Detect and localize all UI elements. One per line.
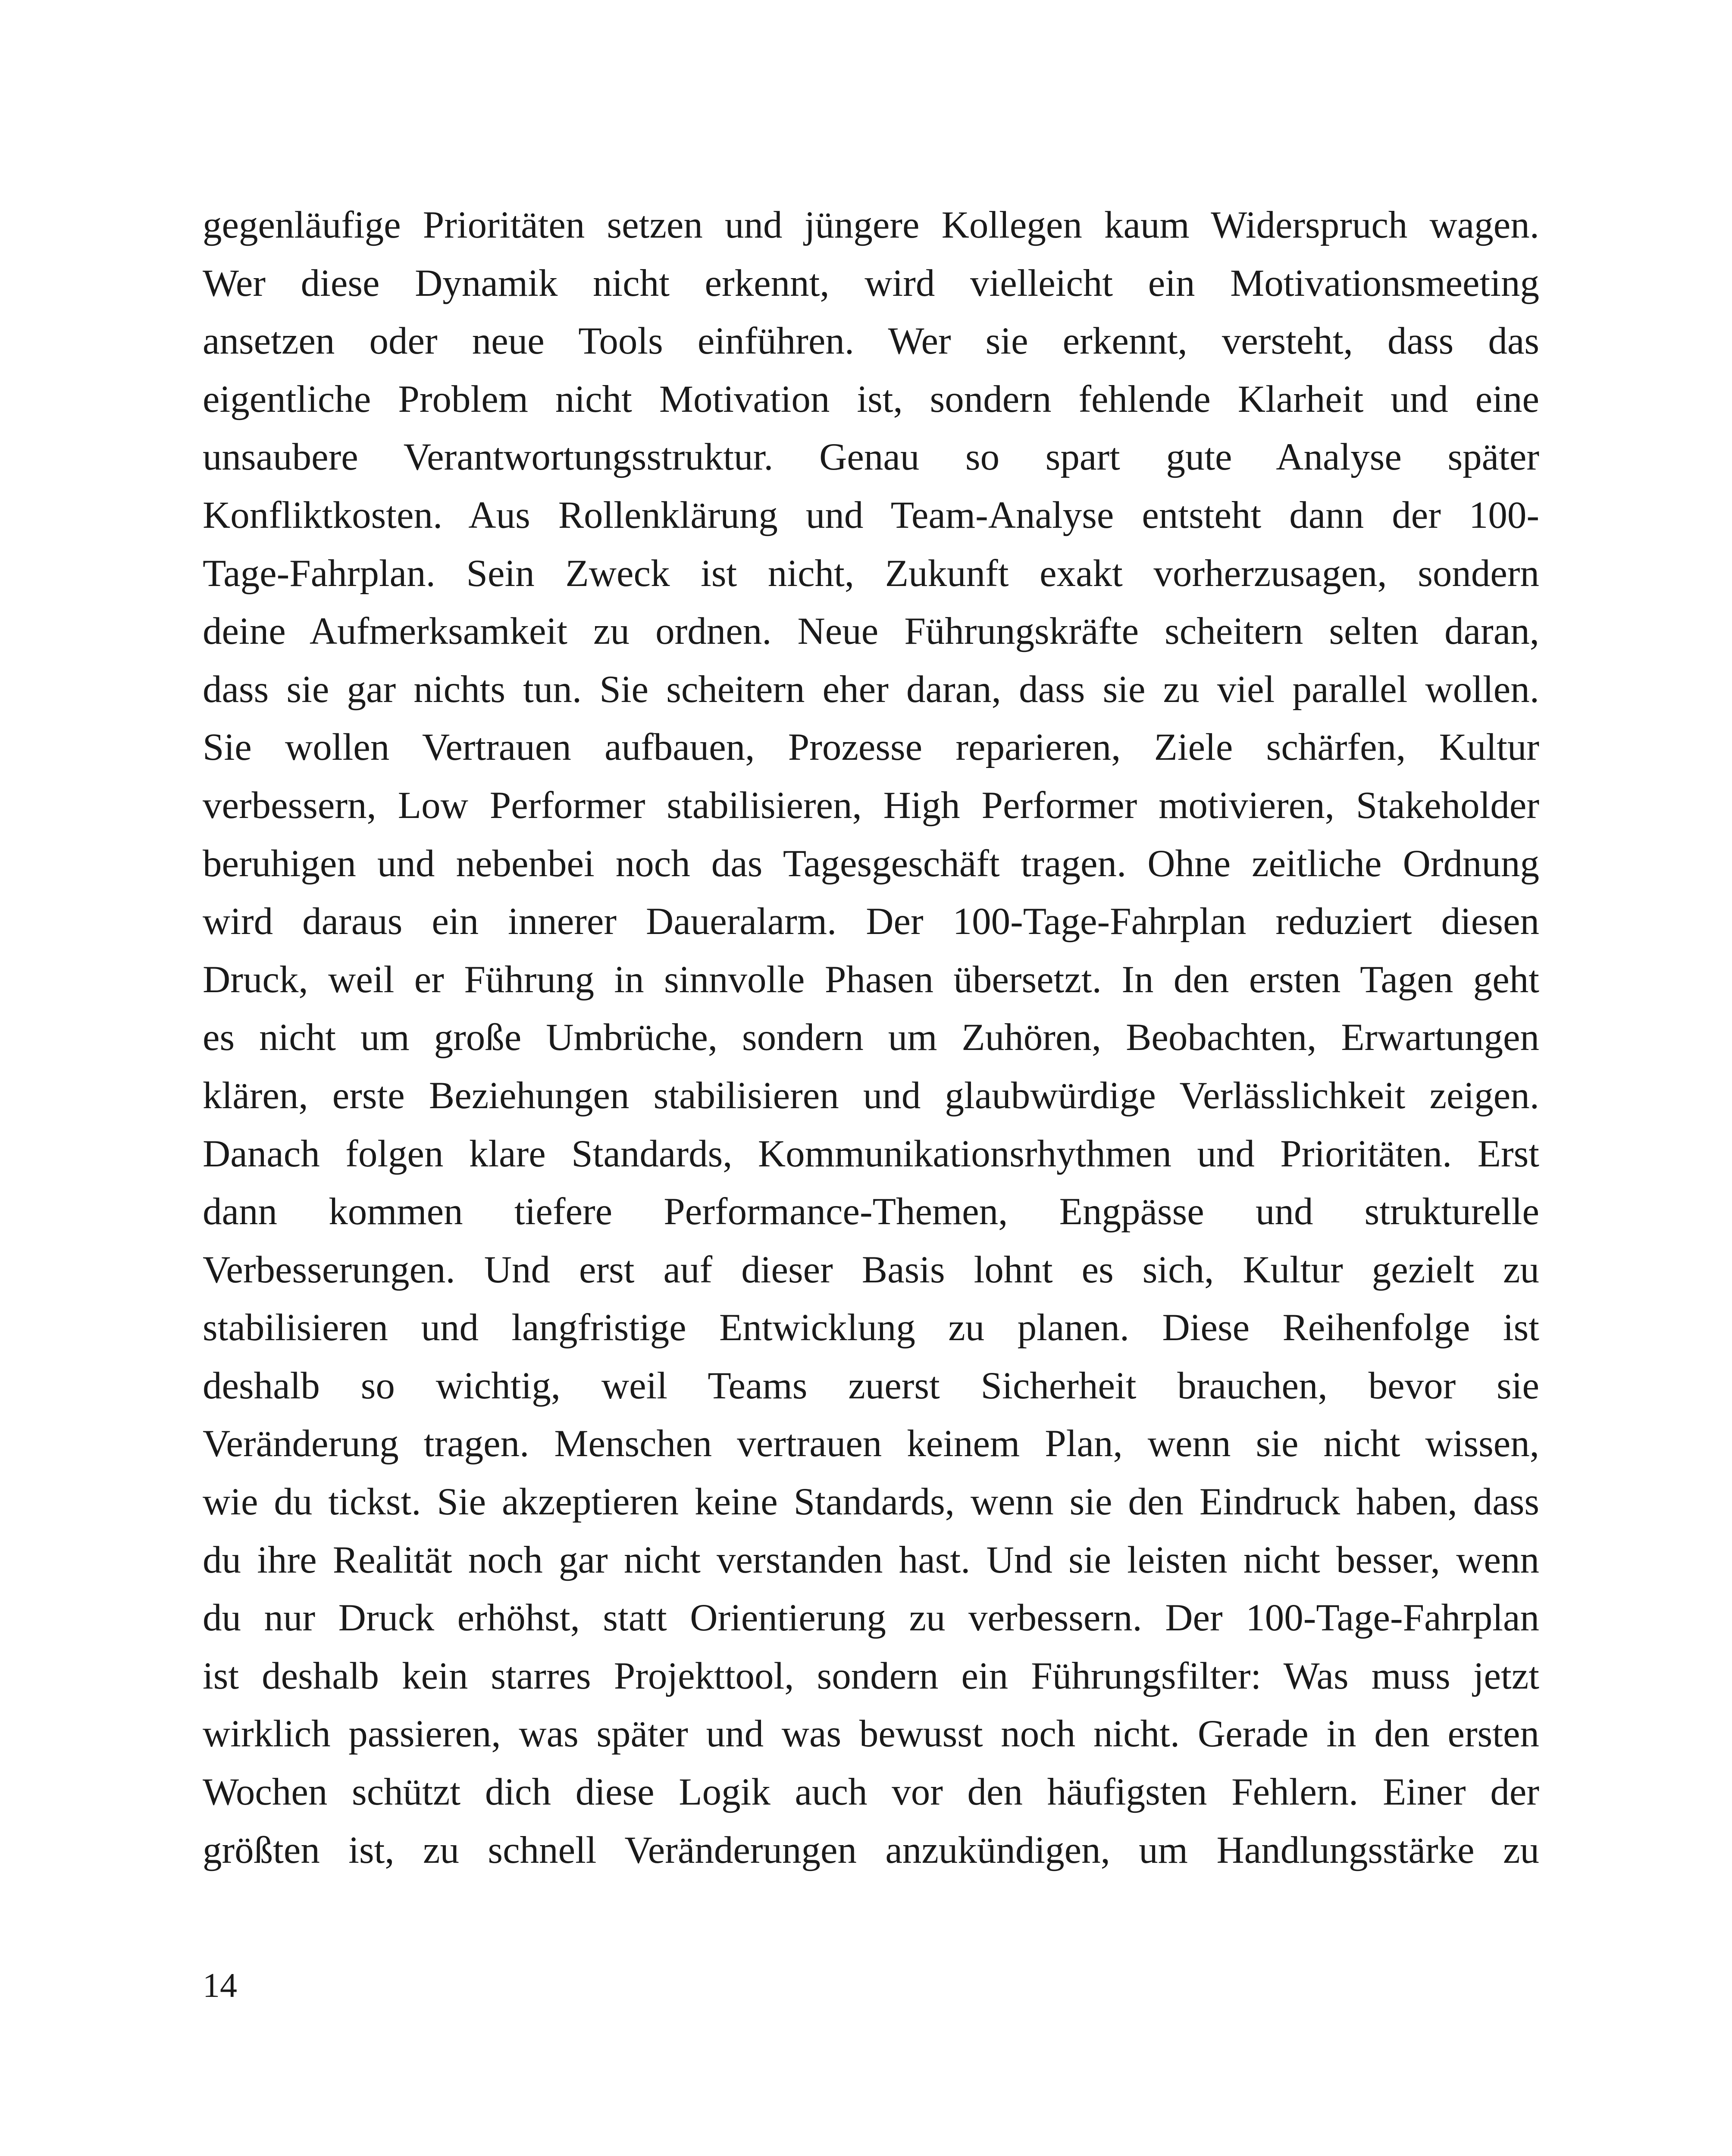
text-line: dann kommen tiefere Performance-Themen, Engpässe und strukturelle (203, 1191, 1539, 1233)
text-line: klären, erste Beziehungen stabilisieren und glaubwürdige Verlässlichkeit zeigen. (203, 1074, 1539, 1117)
page-number: 14 (203, 1967, 237, 2005)
text-line: stabilisieren und langfristige Entwicklung zu planen. Diese Reihenfolge ist (203, 1307, 1539, 1349)
text-line: größten ist, zu schnell Veränderungen anzukündigen, um Handlungsstärke zu (203, 1829, 1539, 1871)
text-line: gegenläufige Prioritäten setzen und jüngere Kollegen kaum Widerspruch wagen. (203, 204, 1539, 246)
text-line: es nicht um große Umbrüche, sondern um Zuhören, Beobachten, Erwartungen (203, 1016, 1539, 1059)
text-line: Veränderung tragen. Menschen vertrauen keinem Plan, wenn sie nicht wissen, (203, 1423, 1539, 1465)
text-line: deine Aufmerksamkeit zu ordnen. Neue Führungskräfte scheitern selten daran, (203, 610, 1539, 653)
body-text (203, 196, 1539, 1879)
text-line: unsaubere Verantwortungsstruktur. Genau so spart gute Analyse später (203, 436, 1539, 479)
text-line: Sie wollen Vertrauen aufbauen, Prozesse reparieren, Ziele schärfen, Kultur (203, 726, 1539, 769)
text-line: ansetzen oder neue Tools einführen. Wer sie erkennt, versteht, dass das (203, 320, 1539, 363)
text-line: verbessern, Low Performer stabilisieren, High Performer motivieren, Stakeholder (203, 784, 1539, 827)
text-line: Wer diese Dynamik nicht erkennt, wird vielleicht ein Motivationsmeeting (203, 262, 1539, 304)
text-line: wirklich passieren, was später und was bewusst noch nicht. Gerade in den ersten (203, 1713, 1539, 1755)
text-line: deshalb so wichtig, weil Teams zuerst Sicherheit brauchen, bevor sie (203, 1364, 1539, 1407)
text-line: ist deshalb kein starres Projekttool, sondern ein Führungsfilter: Was muss jetzt (203, 1655, 1539, 1697)
text-line: wird daraus ein innerer Daueralarm. Der 100-Tage-Fahrplan reduziert diesen (203, 900, 1539, 943)
text-line: Konfliktkosten. Aus Rollenklärung und Team-Analyse entsteht dann der 100- (203, 494, 1539, 536)
text-line: Tage-Fahrplan. Sein Zweck ist nicht, Zukunft exakt vorherzusagen, sondern (203, 552, 1539, 595)
text-line: beruhigen und nebenbei noch das Tagesgeschäft tragen. Ohne zeitliche Ordnung (203, 842, 1539, 885)
text-line: Wochen schützt dich diese Logik auch vor den häufigsten Fehlern. Einer der (203, 1771, 1539, 1814)
text-line: Druck, weil er Führung in sinnvolle Phasen übersetzt. In den ersten Tagen geht (203, 958, 1539, 1001)
text-line: dass sie gar nichts tun. Sie scheitern eher daran, dass sie zu viel parallel wollen. (203, 668, 1539, 711)
text-line: du nur Druck erhöhst, statt Orientierung zu verbessern. Der 100-Tage-Fahrplan (203, 1597, 1539, 1639)
text-line: Danach folgen klare Standards, Kommunikationsrhythmen und Prioritäten. Erst (203, 1132, 1539, 1175)
text-line: du ihre Realität noch gar nicht verstanden hast. Und sie leisten nicht besser, wenn (203, 1539, 1539, 1581)
text-line: Verbesserungen. Und erst auf dieser Basis lohnt es sich, Kultur gezielt zu (203, 1248, 1539, 1291)
text-line: wie du tickst. Sie akzeptieren keine Standards, wenn sie den Eindruck haben, dass (203, 1481, 1539, 1523)
text-line: eigentliche Problem nicht Motivation ist, sondern fehlende Klarheit und eine (203, 378, 1539, 420)
